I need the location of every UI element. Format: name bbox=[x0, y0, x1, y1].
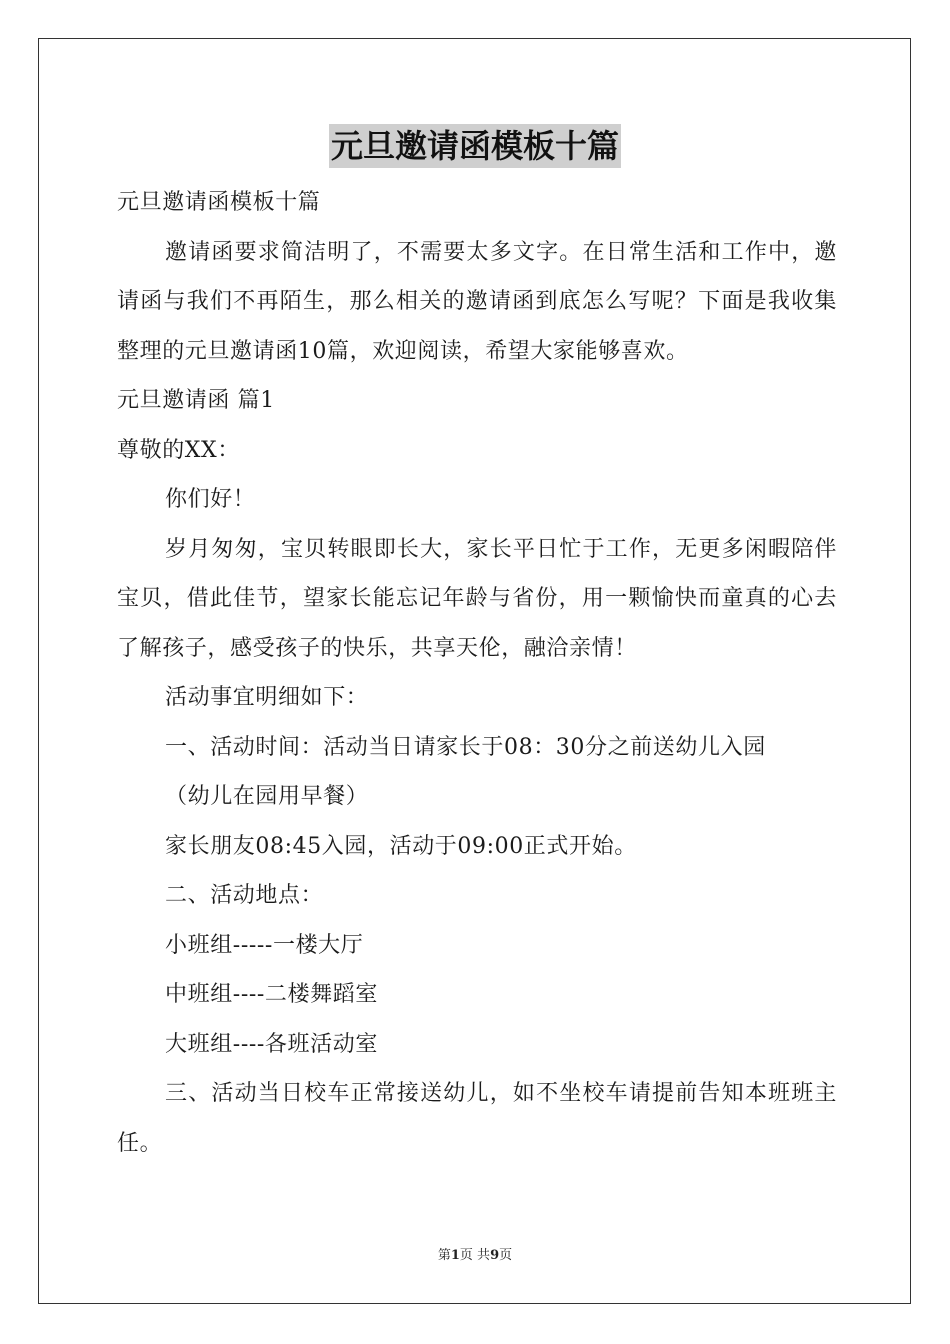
document-body bbox=[117, 178, 837, 1168]
body-paragraph: 岁月匆匆，宝贝转眼即长大，家长平日忙于工作，无更多闲暇陪伴宝贝，借此佳节，望家长能忘记年龄与省份，用一颗愉快而童真的心去了解孩子，感受孩子的快乐，共享天伦，融洽亲情！ bbox=[117, 536, 837, 661]
footer-page-prefix: 第 bbox=[437, 1248, 451, 1263]
section-heading: 元旦邀请函 篇1 bbox=[117, 388, 275, 413]
greeting: 你们好！ bbox=[165, 487, 256, 512]
time-line-1: 一、活动时间：活动当日请家长于08：30分之前送幼儿入园 bbox=[165, 734, 766, 760]
footer-page-total: 9 bbox=[490, 1248, 500, 1263]
details-intro: 活动事宜明细如下： bbox=[165, 685, 369, 710]
document-title: 元旦邀请函模板十篇 bbox=[329, 124, 621, 168]
title-container bbox=[0, 124, 950, 168]
subtitle: 元旦邀请函模板十篇 bbox=[117, 190, 321, 215]
school-bus-paragraph: 三、活动当日校车正常接送幼儿，如不坐校车请提前告知本班班主任。 bbox=[117, 1081, 837, 1156]
location-large-class: 大班组----各班活动室 bbox=[165, 1031, 378, 1057]
footer-page-suffix: 页 bbox=[499, 1248, 513, 1263]
page-footer bbox=[0, 1244, 950, 1263]
footer-page-current: 1 bbox=[450, 1248, 460, 1263]
salutation: 尊敬的XX： bbox=[117, 437, 240, 463]
location-heading: 二、活动地点： bbox=[165, 883, 324, 908]
location-small-class: 小班组-----一楼大厅 bbox=[165, 932, 364, 958]
footer-page-mid: 页 共 bbox=[459, 1248, 491, 1263]
intro-paragraph: 邀请函要求简洁明了，不需要太多文字。在日常生活和工作中，邀请函与我们不再陌生，那么相关的邀请函到底怎么写呢？下面是我收集整理的元旦邀请函10篇，欢迎阅读，希望大家能够喜欢。 bbox=[117, 239, 837, 364]
time-line-3: 家长朋友08:45入园，活动于09:00正式开始。 bbox=[165, 833, 637, 859]
time-line-2: （幼儿在园用早餐） bbox=[165, 784, 369, 809]
location-middle-class: 中班组----二楼舞蹈室 bbox=[165, 982, 378, 1007]
